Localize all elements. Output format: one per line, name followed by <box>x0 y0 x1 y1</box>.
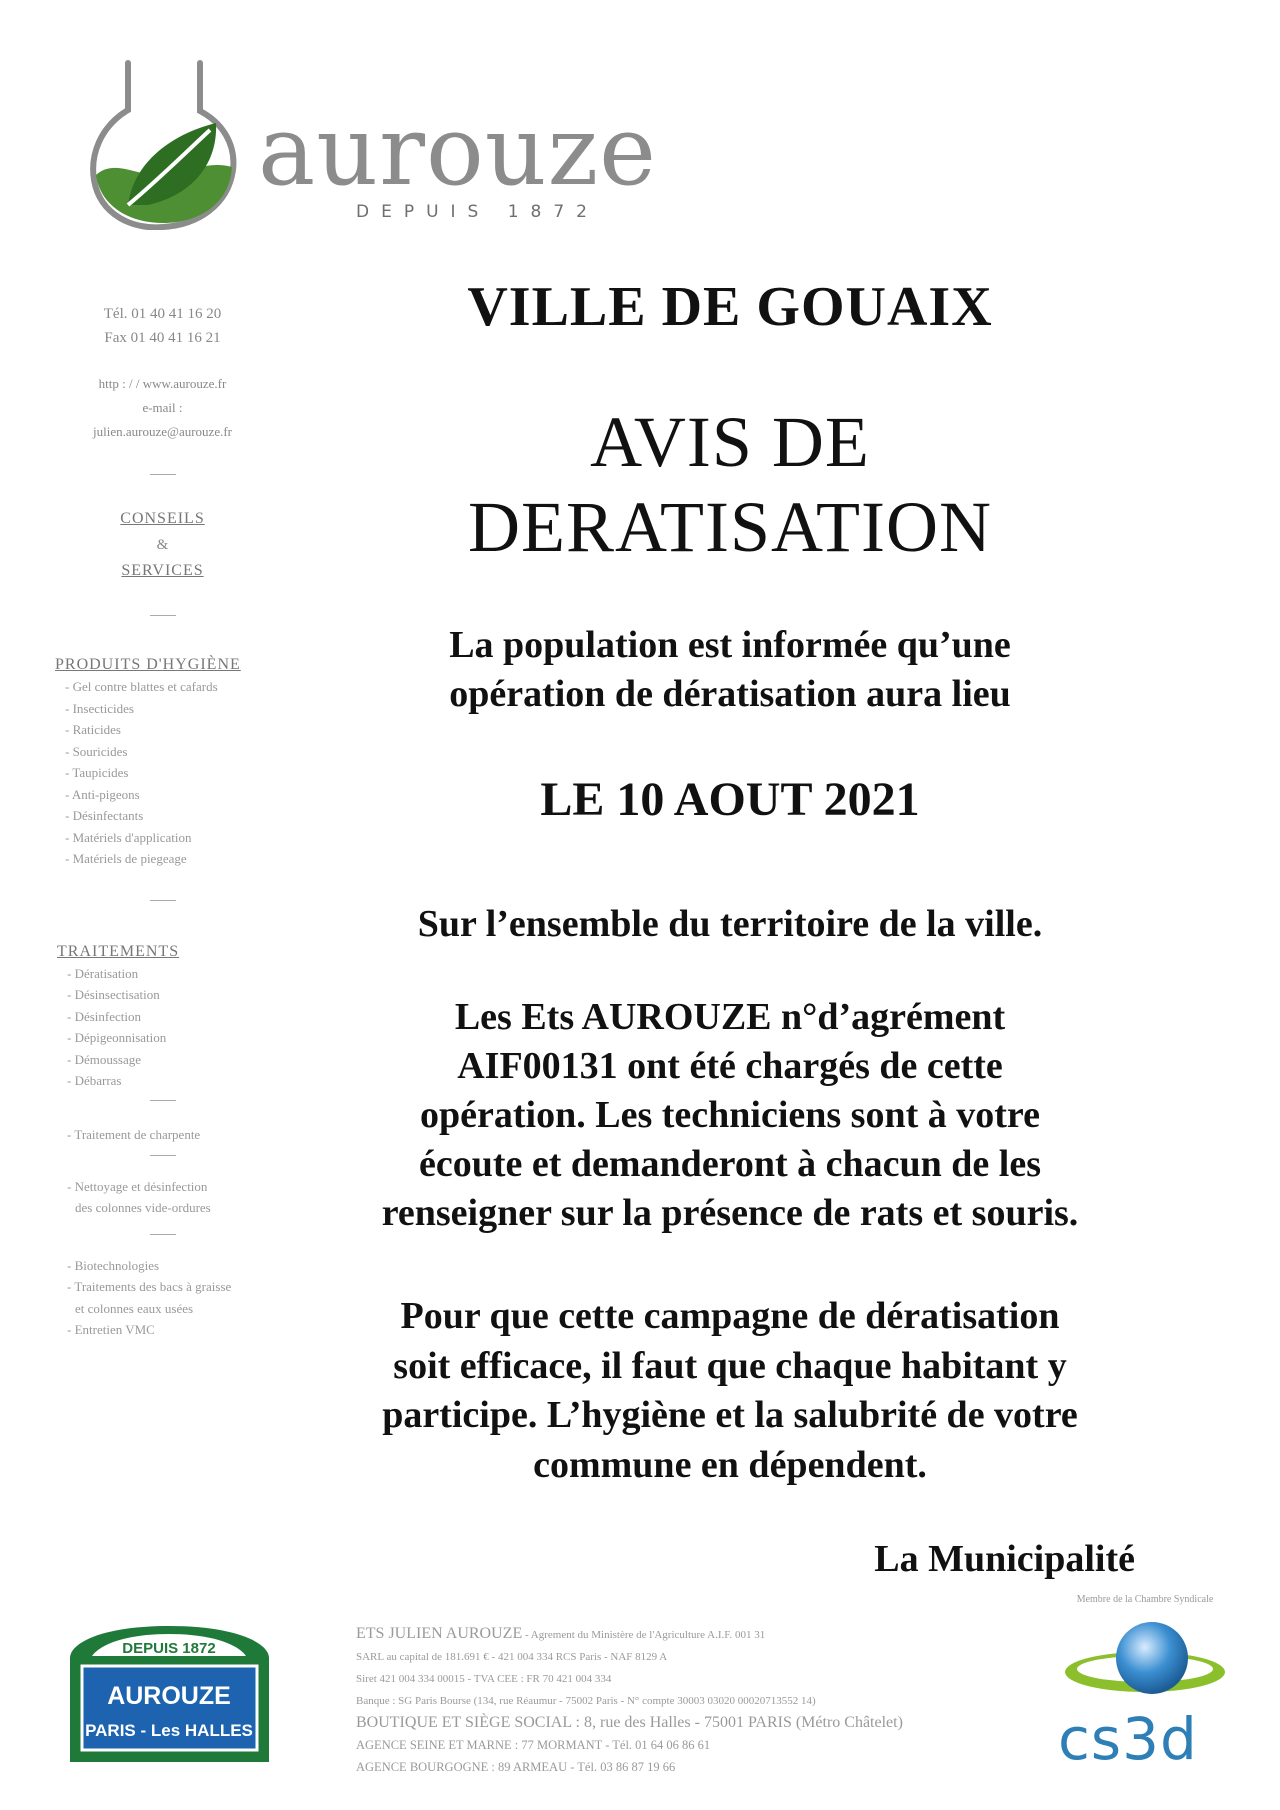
cs3d-member-text: Membre de la Chambre Syndicale <box>1076 1594 1214 1605</box>
operation-date: LE 10 AOUT 2021 <box>540 773 920 826</box>
list-item: - Traitements des bacs à graisse <box>67 1279 232 1294</box>
agency-seine: AGENCE SEINE ET MARNE : 77 MORMANT - Tél. 01 64 06 86 61 <box>356 1738 711 1752</box>
divider <box>150 615 176 616</box>
list-item: - Démoussage <box>67 1051 142 1067</box>
list-item: et colonnes eaux usées <box>75 1300 194 1316</box>
company-sarl: SARL au capital de 181.691 € - 421 004 334 RCS Paris - NAF 8129 A <box>356 1651 668 1663</box>
services-heading: SERVICES <box>121 562 204 579</box>
divider <box>150 1100 176 1101</box>
scope-paragraph: Sur l’ensemble du territoire de la ville. <box>417 903 1043 945</box>
products-heading: PRODUITS D'HYGIÈNE <box>55 656 241 673</box>
treatments-heading: TRAITEMENTS <box>57 942 180 960</box>
headquarters-label: BOUTIQUE ET SIÈGE SOCIAL <box>356 1714 572 1731</box>
list-item: - Dératisation <box>67 965 139 981</box>
list-item: - Raticides <box>65 722 121 737</box>
agency-bourgogne: AGENCE BOURGOGNE : 89 ARMEAU - Tél. 03 86 87 19 66 <box>356 1760 676 1774</box>
signature: La Municipalité <box>874 1538 1135 1580</box>
company-bank: Banque : SG Paris Bourse (134, rue Réaumur - 75002 Paris - N° compte 30003 03020 00020713552 14) <box>356 1695 816 1707</box>
brand-name: aurouze <box>258 95 657 207</box>
plate-since: DEPUIS 1872 <box>122 1640 216 1657</box>
divider <box>150 474 176 475</box>
email-label: e-mail : <box>142 400 183 415</box>
list-item: - Entretien VMC <box>67 1322 155 1337</box>
website: http : / / www.aurouze.fr <box>98 376 227 391</box>
list-item: - Anti-pigeons <box>65 786 140 802</box>
list-item: - Dépigeonnisation <box>67 1030 167 1045</box>
products-section <box>40 656 285 870</box>
street-sign-plate <box>62 1618 277 1770</box>
participation-paragraph: Pour que cette campagne de dératisation soit efficace, il faut que chaque habitant y participe. L’hygiène et la salubrité de votre commune en dépendent. <box>382 1295 1078 1486</box>
company-siret: Siret 421 004 334 00015 - TVA CEE : FR 70 421 004 334 <box>356 1673 612 1685</box>
divider <box>150 1234 176 1235</box>
list-item: - Désinsectisation <box>67 987 160 1002</box>
list-item: - Taupicides <box>65 765 129 780</box>
notice-title-line: DERATISATION <box>468 486 992 567</box>
charpente-item: - Traitement de charpente <box>67 1126 201 1142</box>
divider <box>150 900 176 901</box>
notice-title-line: AVIS DE <box>590 402 870 482</box>
cs3d-logo <box>1050 1594 1240 1774</box>
list-item: - Matériels d'application <box>65 829 192 845</box>
town-title: VILLE DE GOUAIX <box>467 276 993 338</box>
cs3d-name: cs3d <box>1058 1705 1198 1773</box>
company-paragraph: Les Ets AUROUZE n°d’agrément AIF00131 ont été chargés de cette opération. Les techniciens sont à votre écoute et demanderont à chacun de les renseigner sur la présence de rats et souris. <box>381 996 1079 1234</box>
list-item: - Désinfectants <box>65 808 144 823</box>
notice-title <box>320 400 1140 570</box>
treatments-section <box>40 943 285 1092</box>
list-item: - Insecticides <box>65 700 134 716</box>
list-item: - Souricides <box>65 743 128 759</box>
nettoyage-item: - Nettoyage et désinfection des colonnes vide-ordures <box>67 1178 211 1215</box>
sidebar <box>40 300 285 1341</box>
sidebar-web <box>40 372 285 444</box>
sidebar-contact <box>40 302 285 350</box>
treatments-list <box>57 963 285 1092</box>
intro-paragraph: La population est informée qu’une opération de dératisation aura lieu <box>449 624 1011 715</box>
list-item: - Biotechnologies <box>67 1257 160 1273</box>
ampersand: & <box>156 537 169 553</box>
company-details <box>356 1623 1076 1778</box>
aurouze-logo <box>88 55 688 235</box>
flask-leaf-logo-icon <box>88 55 238 230</box>
plate-name: AUROUZE <box>107 1682 231 1710</box>
list-item: - Débarras <box>67 1073 122 1088</box>
list-item: - Gel contre blattes et cafards <box>65 679 218 694</box>
extras-list <box>40 1255 285 1341</box>
divider <box>150 1155 176 1156</box>
products-list <box>55 676 285 870</box>
conseils-services <box>40 505 285 585</box>
email-address: julien.aurouze@aurouze.fr <box>92 424 232 439</box>
phone-number: Tél. 01 40 41 16 20 <box>103 306 222 322</box>
brand-since: DEPUIS 1872 <box>356 202 599 222</box>
list-item: - Matériels de piegeage <box>65 851 187 866</box>
company-name: ETS JULIEN AUROUZE <box>356 1625 523 1642</box>
company-agreement: - Agrement du Ministère de l'Agriculture A.I.F. 001 31 <box>522 1629 766 1641</box>
plate-location: PARIS - Les HALLES <box>85 1721 253 1740</box>
list-item: - Désinfection <box>67 1008 142 1024</box>
headquarters-address: : 8, rue des Halles - 75001 PARIS (Métro Châtelet) <box>571 1714 903 1731</box>
fax-number: Fax 01 40 41 16 21 <box>104 330 221 346</box>
conseils-heading: CONSEILS <box>120 510 205 527</box>
